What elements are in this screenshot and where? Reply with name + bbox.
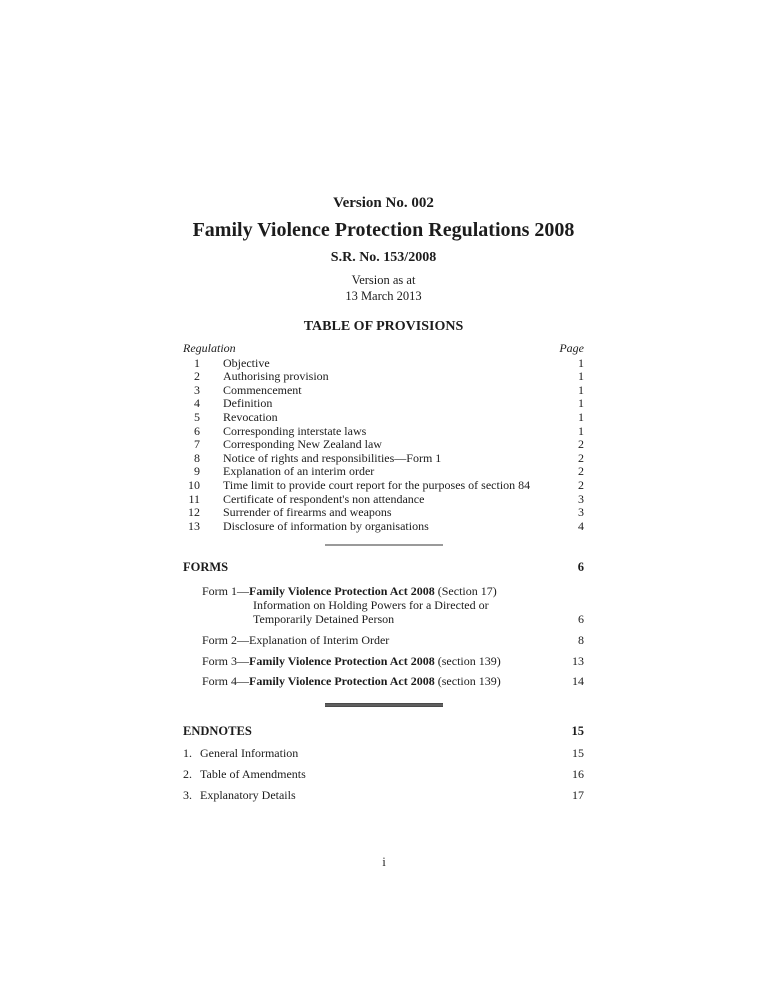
form-entry-suffix: (section 139) — [434, 653, 501, 668]
form-entry — [183, 675, 584, 689]
form-entry-page: 14 — [572, 674, 584, 689]
endnote-entry — [183, 746, 584, 760]
toc-row — [183, 384, 584, 398]
form-entry-prefix: Form 2— — [202, 632, 250, 647]
toc-row-title: Corresponding New Zealand law — [223, 438, 382, 452]
toc-row-title: Revocation — [223, 410, 278, 424]
version-as-at-line2: 13 March 2013 — [345, 288, 422, 303]
toc-column-regulation: Regulation — [183, 341, 236, 355]
toc-row-page: 1 — [578, 382, 584, 397]
toc-row — [183, 411, 584, 425]
toc-row-number: 13 — [188, 518, 200, 533]
toc-row — [183, 370, 584, 384]
toc-row-title: Surrender of firearms and weapons — [223, 506, 392, 520]
toc-row — [183, 506, 584, 520]
regulation-list — [183, 357, 584, 534]
toc-row — [183, 438, 584, 452]
toc-row — [183, 357, 584, 371]
form-entry — [183, 655, 584, 669]
endnote-title: Explanatory Details — [200, 788, 296, 803]
toc-row-title: Corresponding interstate laws — [223, 424, 367, 438]
section-divider-thick — [325, 703, 443, 707]
toc-row-page: 2 — [578, 450, 584, 465]
toc-row-number: 2 — [194, 369, 200, 384]
forms-heading-row — [183, 560, 584, 575]
document-content — [183, 195, 584, 802]
toc-row-title: Objective — [223, 356, 270, 370]
form-entry-page: 6 — [578, 611, 584, 626]
form-entry-page: 8 — [578, 632, 584, 647]
form-entry-title — [183, 675, 529, 689]
form-entry-suffix: (section 139) — [434, 674, 501, 689]
table-of-provisions-heading: TABLE OF PROVISIONS — [303, 319, 464, 334]
forms-heading-page: 6 — [577, 560, 584, 575]
toc-row-number: 10 — [188, 477, 200, 492]
toc-row-title: Certificate of respondent's non attendance — [223, 492, 425, 506]
toc-row-page: 2 — [578, 477, 584, 492]
endnotes-heading: ENDNOTES — [183, 724, 252, 739]
footer-page-number: i — [382, 854, 386, 869]
form-entry-prefix: Form 3— — [202, 653, 250, 668]
toc-row — [183, 397, 584, 411]
toc-row-page: 1 — [578, 369, 584, 384]
form-entry-suffix: (Section 17) Information on Holding Powers for a Directed or Temporarily Detained Person — [253, 584, 497, 626]
form-entry-title — [183, 634, 529, 648]
toc-row-page: 2 — [578, 464, 584, 479]
endnote-page: 15 — [572, 746, 584, 761]
toc-row — [183, 520, 584, 534]
endnote-page: 16 — [572, 767, 584, 782]
endnote-page: 17 — [572, 788, 584, 803]
form-entry-title — [183, 585, 529, 626]
form-entry-act-name: Family Violence Protection Act 2008 — [249, 653, 435, 668]
toc-row-page: 1 — [578, 396, 584, 411]
toc-row — [183, 425, 584, 439]
form-entry-prefix: Form 4— — [202, 674, 250, 689]
toc-row-title: Commencement — [223, 383, 302, 397]
toc-row-title: Explanation of an interim order — [223, 465, 375, 479]
toc-row-number: 4 — [194, 396, 200, 411]
toc-row-page: 2 — [578, 437, 584, 452]
toc-row-number: 6 — [194, 423, 200, 438]
endnotes-heading-row — [183, 724, 584, 739]
toc-row-number: 1 — [194, 355, 200, 370]
section-divider-thin — [325, 544, 443, 546]
form-entry-act-name: Family Violence Protection Act 2008 — [249, 584, 435, 599]
toc-row-title: Notice of rights and responsibilities—Form 1 — [223, 451, 442, 465]
toc-row — [183, 493, 584, 507]
endnote-number: 2. — [183, 767, 192, 782]
toc-row-number: 9 — [194, 464, 200, 479]
form-entry-prefix: Form 1— — [202, 584, 250, 599]
endnote-entry — [183, 767, 584, 781]
form-entry-title — [183, 655, 529, 669]
toc-row-page: 1 — [578, 355, 584, 370]
toc-row-page: 1 — [578, 423, 584, 438]
form-entry-suffix: Explanation of Interim Order — [249, 632, 390, 647]
toc-row — [183, 465, 584, 479]
endnote-title: General Information — [200, 746, 299, 761]
version-as-at-line1: Version as at — [351, 273, 416, 287]
endnotes-section — [183, 724, 584, 802]
toc-column-headers — [183, 342, 584, 356]
endnote-title: Table of Amendments — [200, 767, 306, 782]
toc-column-page: Page — [559, 341, 584, 355]
endnote-number: 1. — [183, 746, 192, 761]
toc-row-number: 11 — [188, 491, 200, 506]
form-entry — [183, 634, 584, 648]
toc-row-title: Time limit to provide court report for the purposes of section 84 — [223, 478, 531, 492]
sr-number: S.R. No. 153/2008 — [330, 250, 437, 265]
endnotes-heading-page: 15 — [571, 724, 584, 739]
form-entry-act-name: Family Violence Protection Act 2008 — [249, 674, 435, 689]
forms-section — [183, 560, 584, 689]
toc-row — [183, 452, 584, 466]
toc-row-title: Definition — [223, 397, 273, 411]
endnote-entry — [183, 788, 584, 802]
toc-row-number: 3 — [194, 382, 200, 397]
toc-row — [183, 479, 584, 493]
forms-heading: FORMS — [183, 560, 229, 575]
toc-row-page: 3 — [578, 505, 584, 520]
version-as-at — [183, 273, 584, 304]
toc-row-page: 1 — [578, 409, 584, 424]
toc-row-number: 12 — [188, 505, 200, 520]
toc-row-title: Disclosure of information by organisations — [223, 519, 429, 533]
toc-row-number: 8 — [194, 450, 200, 465]
version-line: Version No. 002 — [333, 195, 434, 211]
toc-row-title: Authorising provision — [223, 370, 329, 384]
toc-row-page: 3 — [578, 491, 584, 506]
document-title: Family Violence Protection Regulations 2008 — [192, 219, 575, 241]
toc-row-number: 7 — [194, 437, 200, 452]
endnote-number: 3. — [183, 788, 192, 803]
toc-row-page: 4 — [578, 518, 584, 533]
toc-row-number: 5 — [194, 409, 200, 424]
form-entry — [183, 585, 584, 626]
form-entry-page: 13 — [572, 653, 584, 668]
